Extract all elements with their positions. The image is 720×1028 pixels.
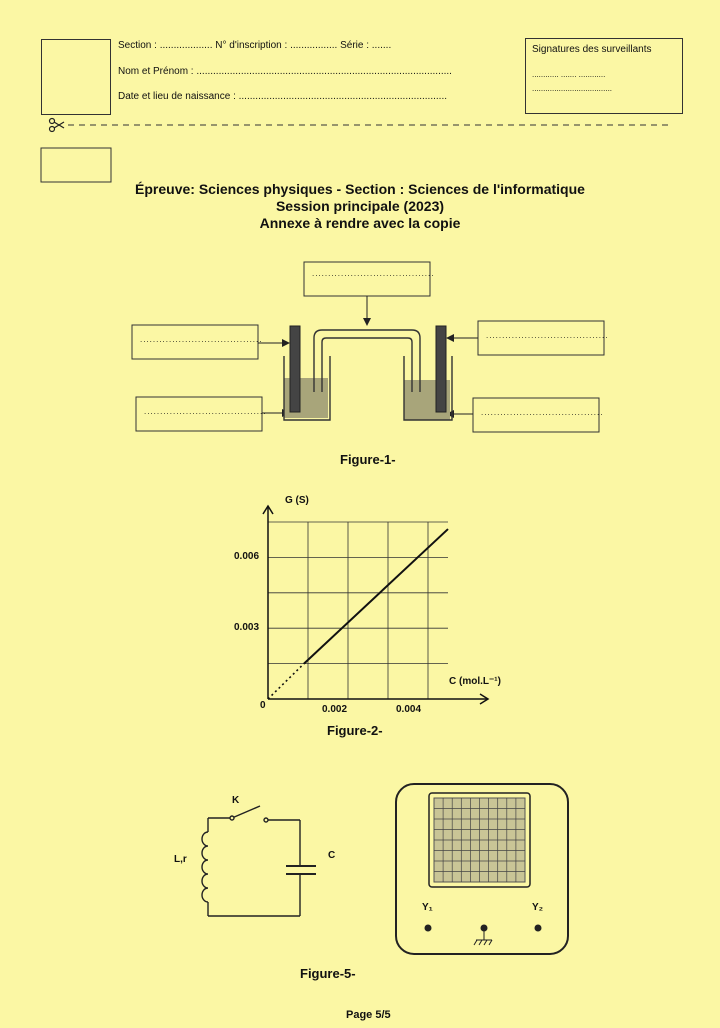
- section-line: Section : ................... N° d'inscription : ................. Série : .......: [118, 40, 392, 51]
- signatures-label: Signatures des surveillants: [532, 44, 652, 55]
- blank-right-lower: ......................................: [481, 408, 604, 417]
- x-axis-label: C (mol.L⁻¹): [449, 676, 501, 687]
- grade-box: [41, 148, 111, 182]
- scissors-icon: [50, 119, 65, 132]
- birth-line: Date et lieu de naissance : ...........................................................................: [118, 91, 448, 102]
- annex-title: Annexe à rendre avec la copie: [259, 215, 461, 231]
- signatures-dots-1: ............ ....... ............: [532, 70, 606, 79]
- page-number: Page 5/5: [346, 1009, 391, 1021]
- name-line: Nom et Prénom : ............................................................................................: [118, 66, 452, 77]
- series-line-dotted: [268, 664, 304, 699]
- series-line: [304, 529, 448, 664]
- x-tick-0004: 0.004: [396, 704, 422, 715]
- session-title: Session principale (2023): [275, 198, 445, 214]
- figure2-caption: Figure-2-: [327, 723, 383, 738]
- blank-left-lower: ......................................: [144, 407, 267, 416]
- figure2-chart: [263, 506, 488, 704]
- y1-label: Y₁: [422, 902, 433, 913]
- signatures-dots-2: ....................................: [532, 84, 613, 93]
- y-tick-0006: 0.006: [234, 551, 260, 562]
- origin-label: 0: [260, 700, 266, 711]
- blank-left-upper: ......................................: [140, 335, 263, 344]
- blank-right-upper: ......................................: [486, 331, 609, 340]
- x-tick-0002: 0.002: [322, 704, 348, 715]
- figure5-caption: Figure-5-: [300, 966, 356, 981]
- switch-label: K: [232, 795, 240, 806]
- exam-title: Épreuve: Sciences physiques - Section : Sciences de l'informatique: [135, 181, 585, 197]
- blank-top: ......................................: [312, 269, 435, 278]
- coil-label: L,r: [174, 854, 187, 865]
- y2-label: Y₂: [532, 902, 544, 913]
- figure1-caption: Figure-1-: [340, 452, 396, 467]
- capacitor-label: C: [328, 850, 336, 861]
- figure5-circuit: [202, 806, 316, 916]
- y-axis-label: G (S): [285, 495, 309, 506]
- y-tick-0003: 0.003: [234, 622, 260, 633]
- oscilloscope-drawing: [396, 784, 568, 954]
